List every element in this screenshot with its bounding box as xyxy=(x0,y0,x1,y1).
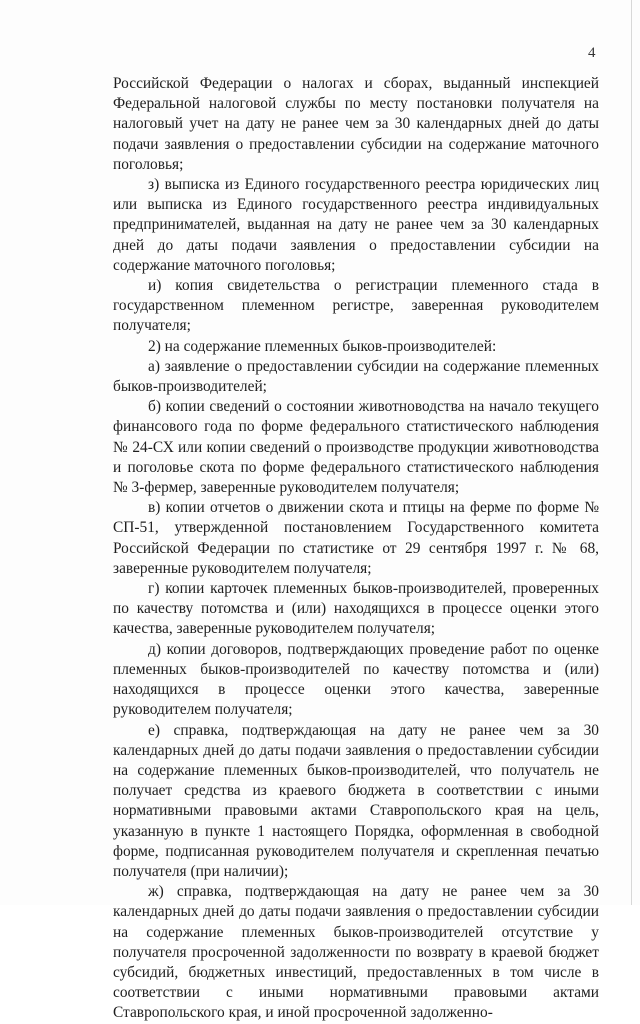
paragraph-item-g: г) копии карточек племенных быков-производителей, проверенных по качеству потомства и (или) находящихся в процессе оценки этого качества, заверенные руководителем получателя; xyxy=(113,580,599,638)
paragraph-item-i: и) копия свидетельства о регистрации племенного стада в государственном племенном регистре, заверенная руководителем получателя; xyxy=(113,277,599,335)
page-number: 4 xyxy=(588,45,596,61)
scan-edge-line xyxy=(631,0,632,905)
paragraph-item-z: з) выписка из Единого государственного реестра юридических лиц или выписка из Единого государственного реестра индивидуальных предпринимателей, выданная на дату не ранее чем за 30 календарных дней до даты подачи заявления о предоставлении субсидии на содержание маточного поголовья; xyxy=(113,176,599,274)
paragraph-item-zh: ж) справка, подтверждающая на дату не ранее чем за 30 календарных дней до даты подачи заявления о предоставлении субсидии на содержание племенных быков-производителей отсутствие у получателя просроченной задолженности по возврату в краевой бюджет субсидий, бюджетных инвестиций, предоставленных в том числе в соответствии с иными нормативными правовыми актами Ставропольского края, и иной просроченной задолженно- xyxy=(113,883,599,1022)
paragraph-item-v: в) копии отчетов о движении скота и птицы на ферме по форме № СП-51, утвержденной постановлением Государственного комитета Российской Федерации по статистике от 29 сентября 1997 г. № 68, заверенные руководителем получателя; xyxy=(113,499,599,577)
paragraph-item-a: а) заявление о предоставлении субсидии на содержание племенных быков-производителей; xyxy=(113,357,599,396)
paragraph-item-b: б) копии сведений о состоянии животноводства на начало текущего финансового года по форме федерального статистического наблюдения № 24-СХ или копии сведений о производстве продукции животноводства и поголовье скота по форме федерального статистического наблюдения № 3-фермер, заверенные руководителем получателя; xyxy=(113,398,599,497)
document-body xyxy=(113,74,599,1024)
paragraph-item-e: е) справка, подтверждающая на дату не ранее чем за 30 календарных дней до даты подачи заявления о предоставлении субсидии на содержание племенных быков-производителей, что получатель не получает средства из краевого бюджета в соответствии с иными нормативными правовыми актами Ставропольского края на цель, указанную в пункте 1 настоящего Порядка, оформленная в свободной форме, подписанная руководителем получателя и скрепленная печатью получателя (при наличии); xyxy=(113,721,599,880)
paragraph-item-d: д) копии договоров, подтверждающих проведение работ по оценке племенных быков-производителей по качеству потомства и (или) находящихся в процессе оценки этого качества, заверенные руководителем получателя; xyxy=(113,640,599,719)
paragraph-continuation: Российской Федерации о налогах и сборах, выданный инспекцией Федеральной налоговой службы по месту постановки получателя на налоговый учет на дату не ранее чем за 30 календарных дней до даты подачи заявления о предоставлении субсидии на содержание маточного поголовья; xyxy=(113,75,599,173)
paragraph-section-2: 2) на содержание племенных быков-производителей: xyxy=(148,337,497,355)
